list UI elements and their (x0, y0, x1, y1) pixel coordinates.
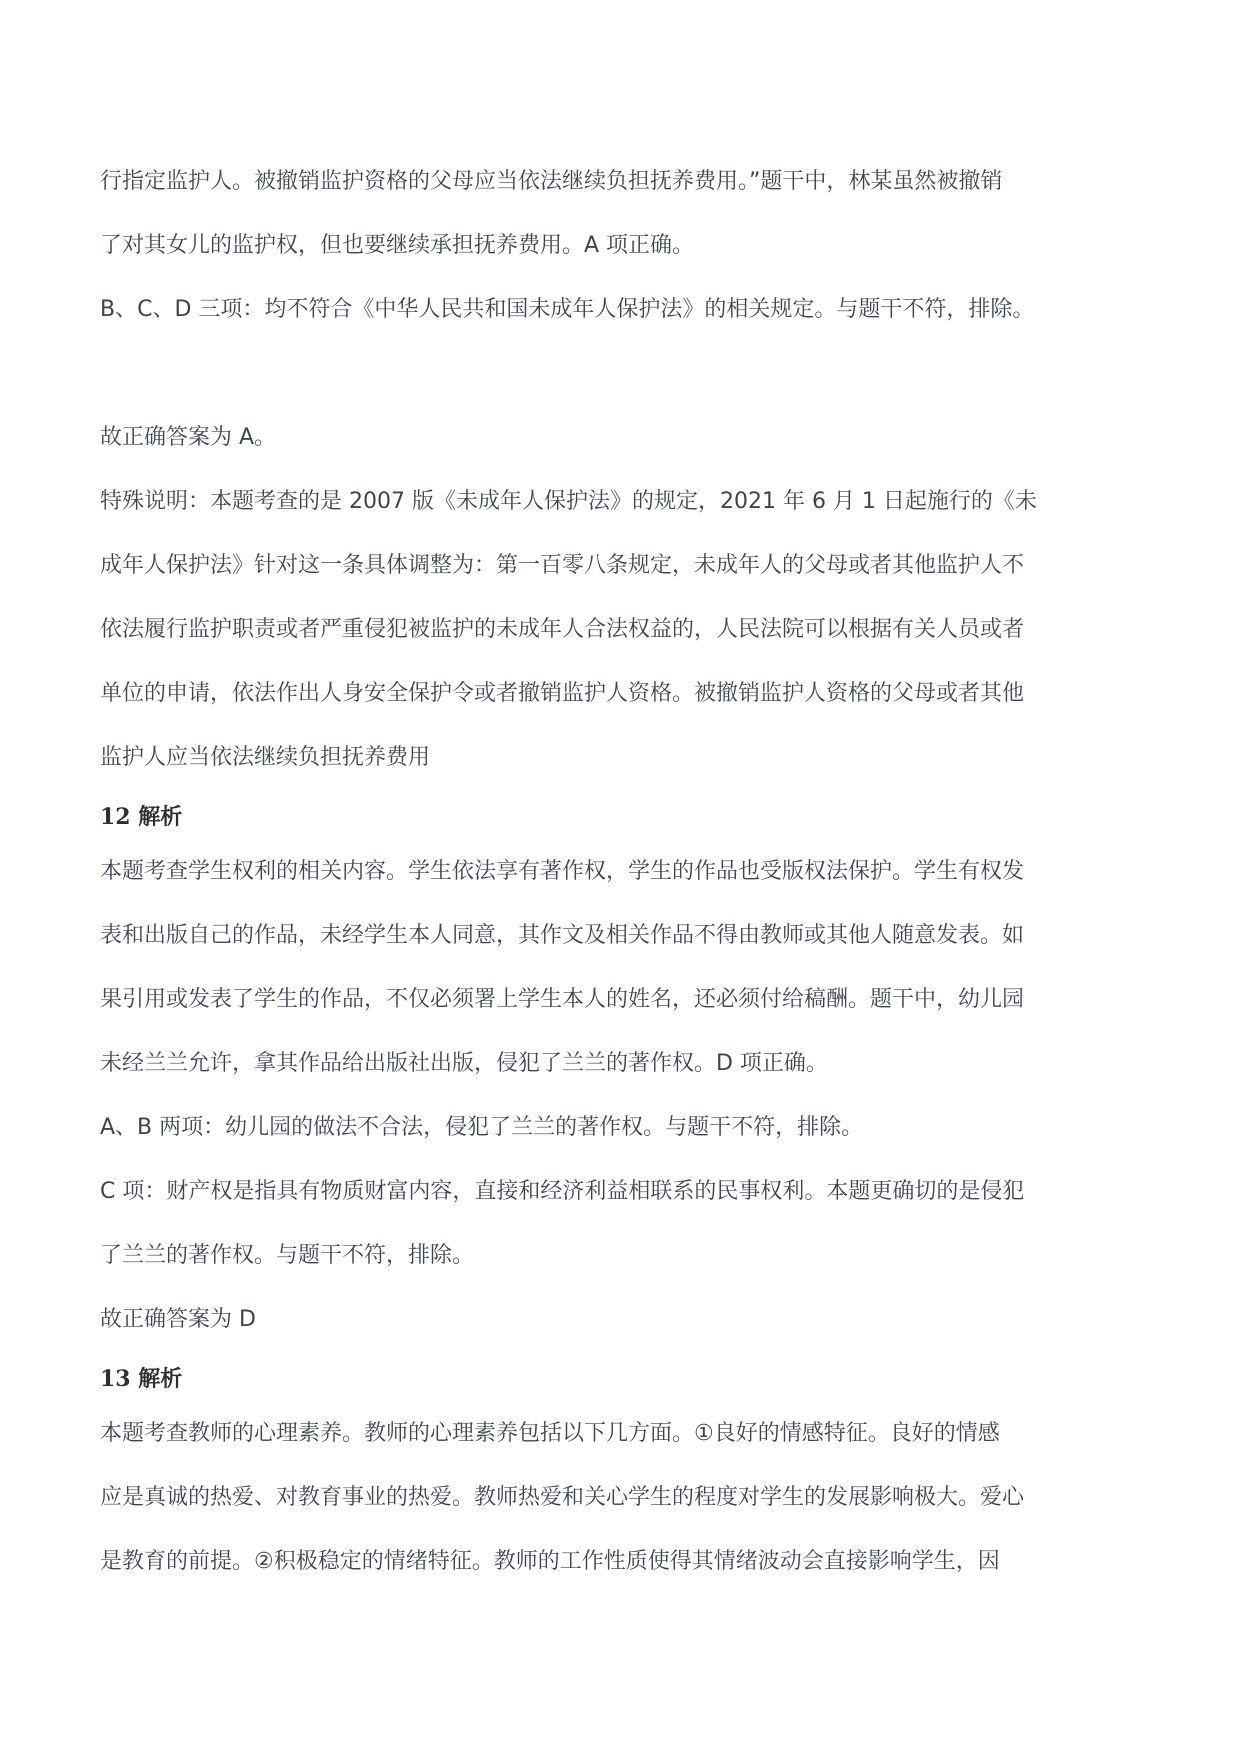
paragraph-line: C 项：财产权是指具有物质财富内容，直接和经济利益相联系的民事权利。本题更确切的是侵犯 (100, 1179, 1025, 1204)
answer-line: 故正确答案为 D (100, 1307, 256, 1332)
paragraph-line: 行指定监护人。被撤销监护资格的父母应当依法继续负担抚养费用。”题干中，林某虽然被撤销 (100, 169, 1003, 194)
note-line: 成年人保护法》针对这一条具体调整为：第一百零八条规定，未成年人的父母或者其他监护人不 (100, 553, 1025, 578)
paragraph-line: 未经兰兰允许，拿其作品给出版社出版，侵犯了兰兰的著作权。D 项正确。 (100, 1051, 828, 1076)
paragraph-line: 表和出版自己的作品，未经学生本人同意，其作文及相关作品不得由教师或其他人随意发表。如 (100, 923, 1025, 948)
paragraph-line: 应是真诚的热爱、对教育事业的热爱。教师热爱和关心学生的程度对学生的发展影响极大。爱心 (100, 1485, 1025, 1510)
answer-line: 故正确答案为 A。 (100, 425, 277, 450)
paragraph-line: 本题考查教师的心理素养。教师的心理素养包括以下几方面。①良好的情感特征。良好的情感 (100, 1421, 1000, 1446)
note-line: 依法履行监护职责或者严重侵犯被监护的未成年人合法权益的，人民法院可以根据有关人员或者 (100, 617, 1025, 642)
paragraph-line: 是教育的前提。②积极稳定的情绪特征。教师的工作性质使得其情绪波动会直接影响学生，因 (100, 1549, 1000, 1574)
document-page (100, 150, 1145, 1594)
paragraph-line: 本题考查学生权利的相关内容。学生依法享有著作权，学生的作品也受版权法保护。学生有权发 (100, 859, 1025, 884)
paragraph-line: A、B 两项：幼儿园的做法不合法，侵犯了兰兰的著作权。与题干不符，排除。 (100, 1115, 864, 1140)
section-12 (100, 794, 1145, 1352)
section-13 (100, 1356, 1145, 1594)
note-line: 监护人应当依法继续负担抚养费用 (100, 745, 431, 770)
section-heading: 13 解析 (100, 1366, 183, 1392)
paragraph-line: B、C、D 三项：均不符合《中华人民共和国未成年人保护法》的相关规定。与题干不符，排除。 (100, 297, 1035, 322)
section-heading: 12 解析 (100, 804, 183, 830)
paragraph-line: 果引用或发表了学生的作品，不仅必须署上学生本人的姓名，还必须付给稿酬。题干中，幼儿园 (100, 987, 1025, 1012)
paragraph-line: 了对其女儿的监护权，但也要继续承担抚养费用。A 项正确。 (100, 233, 695, 258)
blank-line (100, 342, 1145, 406)
paragraph-line: 了兰兰的著作权。与题干不符，排除。 (100, 1243, 475, 1268)
note-line: 特殊说明：本题考查的是 2007 版《未成年人保护法》的规定，2021 年 6 月 1 日起施行的《未 (100, 489, 1037, 514)
note-line: 单位的申请，依法作出人身安全保护令或者撤销监护人资格。被撤销监护人资格的父母或者其他 (100, 681, 1025, 706)
section-11-continued (100, 150, 1145, 790)
